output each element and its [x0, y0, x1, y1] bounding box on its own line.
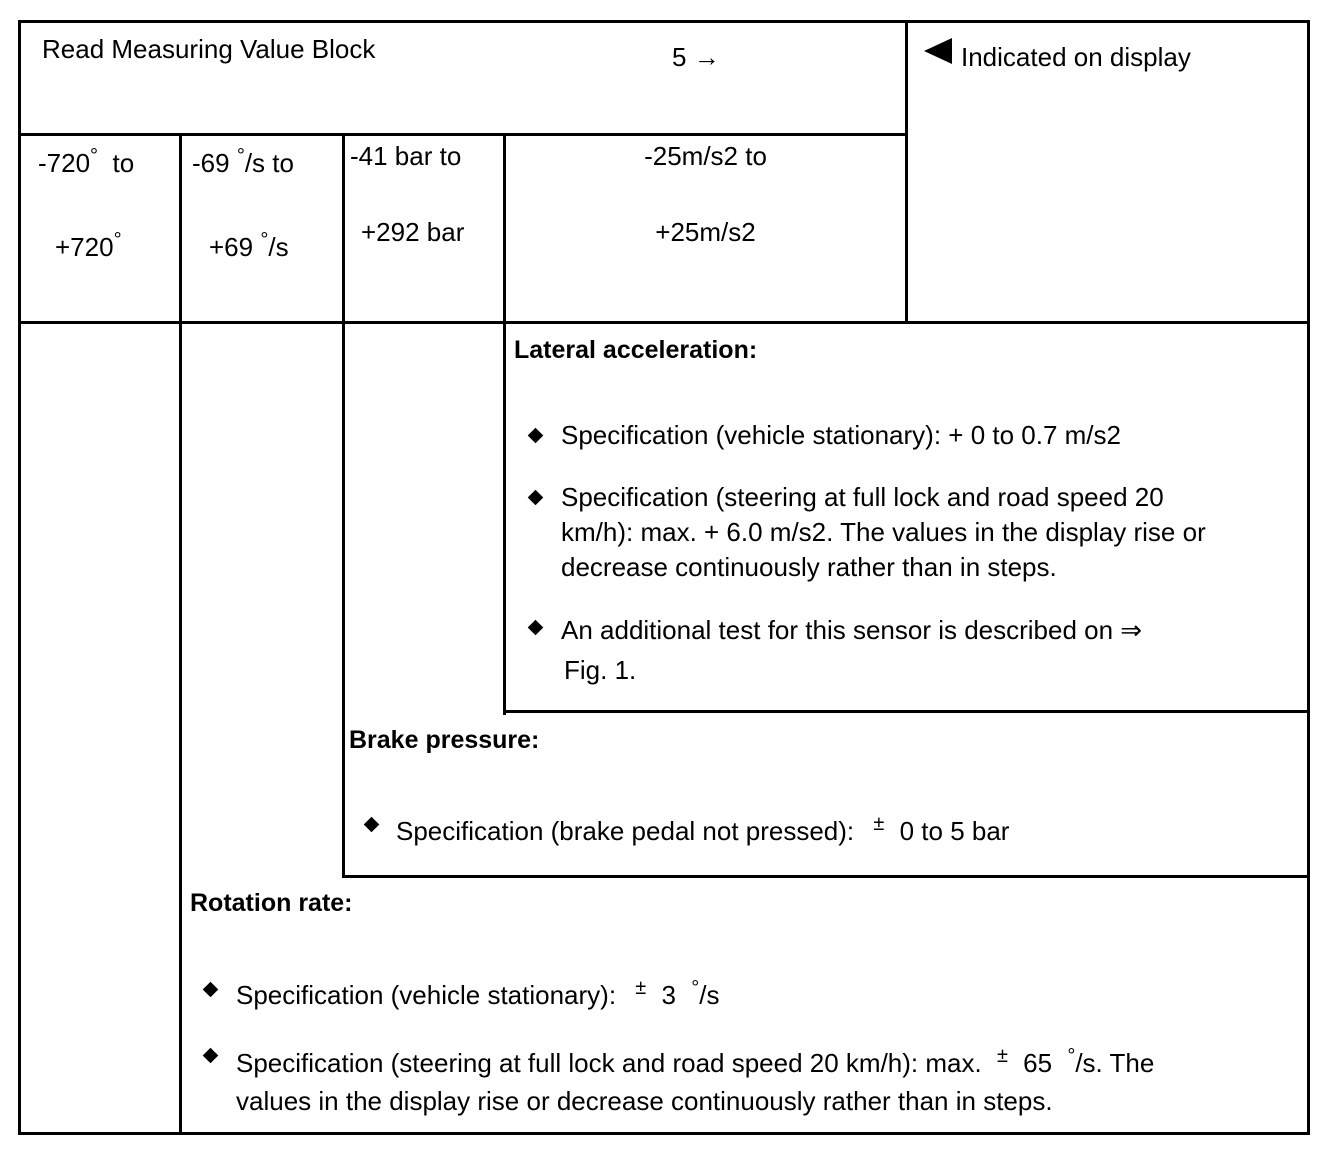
- bullet-icon: [528, 490, 544, 506]
- brake-heading: Brake pressure:: [349, 726, 540, 754]
- lateral-spec-3-line-1: An additional test for this sensor is described on ⇒: [561, 615, 1143, 645]
- triangle-left-icon: [924, 38, 952, 64]
- rotation-spec-2-line-2: values in the display rise or decrease continuously rather than in steps.: [236, 1086, 1053, 1116]
- lateral-spec-2-line-3: decrease continuously rather than in steps.: [561, 552, 1057, 582]
- rule-col1: [179, 133, 182, 1135]
- range-brake-from: -41 bar to: [350, 141, 462, 171]
- rotation-spec-2-line-1: Specification (steering at full lock and road speed 20 km/h): max. ± 65 °/s. The: [236, 1045, 1155, 1078]
- plus-minus-icon: ±: [635, 977, 647, 999]
- bullet-icon: [528, 428, 544, 444]
- block-number: [672, 42, 720, 72]
- rule-col2: [342, 133, 345, 878]
- plus-minus-icon: ±: [996, 1045, 1008, 1067]
- arrow-right-icon: →: [693, 42, 720, 72]
- plus-minus-icon: ±: [873, 813, 885, 835]
- rule-brake-bottom: [342, 875, 1310, 878]
- bullet-icon: [203, 1048, 219, 1064]
- rule-header-bottom: [18, 133, 908, 136]
- rule-bottom: [18, 1132, 1310, 1135]
- lateral-spec-2-line-2: km/h): max. + 6.0 m/s2. The values in the display rise or: [561, 517, 1206, 547]
- range-brake-to: +292 bar: [361, 217, 465, 247]
- lateral-spec-1: Specification (vehicle stationary): + 0 to 0.7 m/s2: [561, 420, 1121, 450]
- lateral-spec-2: [561, 480, 1206, 585]
- rule-indicator-left: [905, 20, 908, 324]
- brake-spec-value: 0 to 5 bar: [899, 816, 1010, 846]
- lateral-spec-2-line-1: Specification (steering at full lock and road speed 20: [561, 482, 1164, 512]
- rule-right: [1307, 20, 1310, 1135]
- rule-ranges-bottom: [18, 321, 1310, 324]
- rotation-spec-1-value: 3: [661, 980, 676, 1010]
- bullet-icon: [528, 620, 544, 636]
- rotation-spec-1: [236, 977, 720, 1013]
- range-steering-to: +720°: [55, 229, 122, 262]
- rotation-heading: Rotation rate:: [190, 889, 353, 917]
- degree-icon: °: [1067, 1045, 1076, 1067]
- rule-lateral-bottom: [503, 710, 1307, 713]
- lateral-heading: Lateral acceleration:: [514, 336, 758, 364]
- block-title: Read Measuring Value Block: [42, 34, 376, 64]
- block-number-value: 5: [672, 42, 687, 72]
- rotation-spec-1-unit: /s: [699, 980, 720, 1010]
- range-lateral-to: +25m/s2: [655, 217, 756, 247]
- lateral-spec-3: [561, 610, 1142, 690]
- brake-spec-text: Specification (brake pedal not pressed):: [396, 816, 855, 846]
- rotation-spec-2: [236, 1046, 1154, 1119]
- range-rotation-to: +69 °/s: [209, 229, 289, 262]
- indicator-label: Indicated on display: [961, 42, 1191, 72]
- range-steering-from: -720° to: [38, 145, 135, 178]
- range-lateral-from: -25m/s2 to: [644, 141, 767, 171]
- range-rotation-from: -69 °/s to: [192, 145, 294, 178]
- rule-top: [18, 20, 1310, 23]
- bullet-icon: [203, 982, 219, 998]
- bullet-icon: [364, 817, 380, 833]
- lateral-spec-3-line-2: Fig. 1.: [564, 655, 637, 685]
- degree-icon: °: [691, 977, 700, 999]
- brake-spec: [396, 813, 1010, 849]
- rotation-spec-1-text: Specification (vehicle stationary):: [236, 980, 617, 1010]
- rule-left: [18, 20, 21, 1135]
